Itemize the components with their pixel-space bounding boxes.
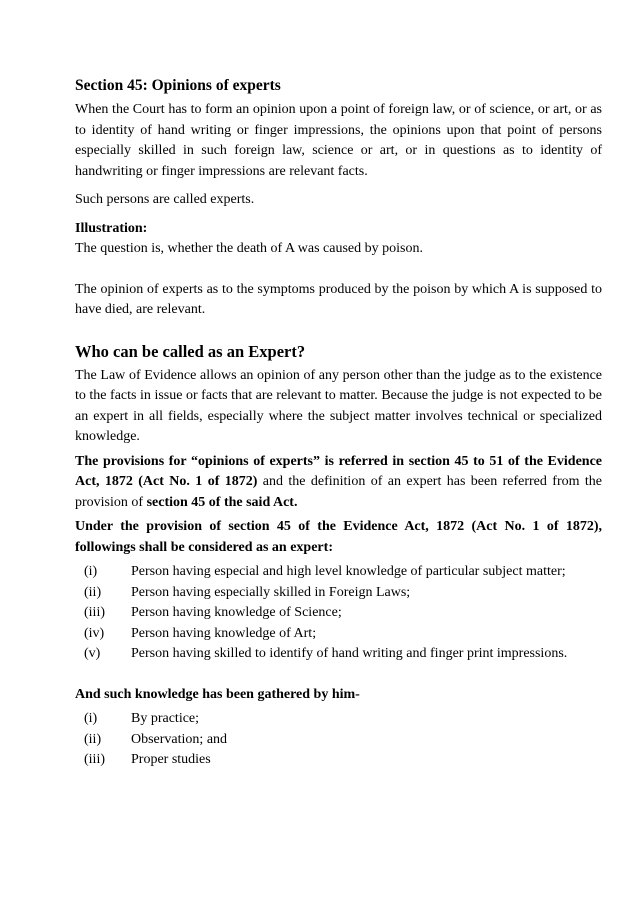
list-text: Person having especial and high level knowledge of particular subject matter; — [131, 564, 566, 579]
intro-paragraph: When the Court has to form an opinion upon a point of foreign law, or of science, or art, or as to identity of hand writing or finger impressions, the opinions upon that point of persons especially skilled in such foreign law, science or art, or in questions as to identity of handwriting or finger impressions are relevant facts. — [75, 102, 602, 179]
expert-heading: Who can be called as an Expert? — [75, 341, 306, 361]
list-number: (iii) — [84, 752, 105, 767]
illustration-question: The question is, whether the death of A was caused by poison. — [75, 241, 423, 256]
expert-paragraph-1: The Law of Evidence allows an opinion of any person other than the judge as to the existence to the facts in issue or facts that are relevant to matter. Because the judge is not expected to be an expert in all fields, especially where the subject matter involves technical or specialized knowledge. — [75, 367, 602, 444]
list-number: (i) — [84, 564, 98, 579]
document-page — [75, 76, 602, 771]
knowledge-heading: And such knowledge has been gathered by him- — [75, 686, 360, 702]
list-number: (ii) — [84, 731, 102, 747]
illustration-label: Illustration: — [75, 220, 148, 236]
list-text: By practice; — [131, 711, 200, 726]
section-title: Section 45: Opinions of experts — [75, 77, 281, 94]
list-text: Person having knowledge of Art; — [131, 625, 317, 641]
list-item — [75, 750, 602, 771]
provisions-text: and the definition of an expert has been referred from the provision of — [75, 474, 602, 510]
list-text: Proper studies — [131, 752, 211, 767]
list-item — [75, 562, 602, 583]
section-reference-bold: section 45 of the said Act. — [146, 494, 298, 510]
experts-definition: Such persons are called experts. — [75, 192, 255, 207]
list-text: Observation; and — [131, 731, 228, 747]
list-text: Person having skilled to identify of hand writing and finger print impressions. — [131, 646, 568, 661]
list-item — [75, 644, 602, 665]
illustration-answer: The opinion of experts as to the symptoms produced by the poison by which A is supposed to have died, are relevant. — [75, 281, 602, 317]
expert-paragraph-2 — [75, 452, 602, 514]
list-item — [75, 583, 602, 604]
expert-list — [75, 562, 602, 665]
list-text: Person having knowledge of Science; — [131, 605, 342, 620]
list-item — [75, 603, 602, 624]
list-item — [75, 709, 602, 730]
expert-paragraph-3: Under the provision of section 45 of the Evidence Act, 1872 (Act No. 1 of 1872), followings shall be considered as an expert: — [75, 519, 602, 555]
list-number: (v) — [84, 646, 101, 661]
list-text: Person having especially skilled in Foreign Laws; — [131, 584, 411, 600]
knowledge-list — [75, 709, 602, 771]
list-number: (iii) — [84, 605, 105, 620]
list-number: (i) — [84, 711, 98, 726]
list-number: (iv) — [84, 625, 105, 641]
list-item — [75, 730, 602, 751]
provisions-bold-text: The provisions for “opinions of experts” is referred in section 45 to 51 of the Evidence Act, 1872 (Act No. 1 of 1872) — [75, 453, 602, 489]
list-number: (ii) — [84, 584, 102, 600]
list-item — [75, 624, 602, 645]
